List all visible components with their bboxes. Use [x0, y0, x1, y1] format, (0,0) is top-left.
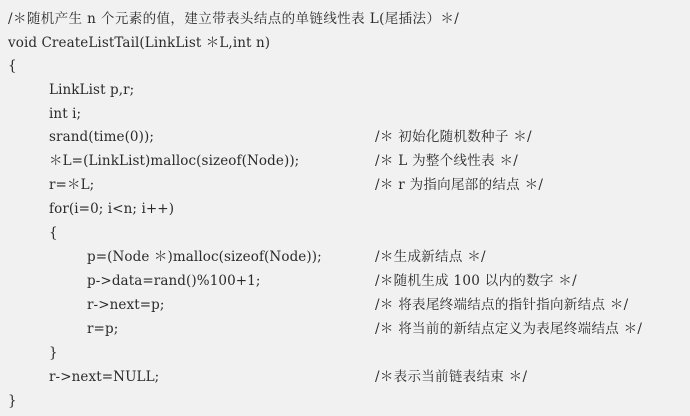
code-line-16: [0, 366, 690, 388]
header-comment: /＊随机产生 n 个元素的值，建立带表头结点的单链线性表 L(尾插法）＊/: [8, 11, 460, 27]
code-line-3: [0, 55, 690, 77]
code-line-4: [0, 79, 690, 101]
malloc-list-statement: ＊L=(LinkList)malloc(sizeof(Node));: [49, 153, 300, 169]
declaration-pointers: LinkList p,r;: [49, 82, 135, 98]
declaration-counter: int i;: [49, 106, 82, 122]
code-line-6: [0, 126, 690, 148]
link-next-comment: /＊ 将表尾终端结点的指针指向新结点 ＊/: [375, 297, 629, 313]
for-loop-header: for(i=0; i<n; i++): [49, 201, 175, 217]
link-next-statement: r->next=p;: [87, 297, 165, 313]
code-line-9: [0, 198, 690, 220]
assign-tail-statement: r=＊L;: [49, 177, 95, 193]
code-line-2: [0, 32, 690, 54]
code-line-1: [0, 8, 690, 30]
terminate-list-statement: r->next=NULL;: [49, 369, 160, 385]
loop-open-brace: {: [49, 225, 58, 241]
code-line-14: [0, 318, 690, 340]
random-data-comment: /＊随机生成 100 以内的数字 ＊/: [375, 273, 577, 289]
code-line-10: [0, 222, 690, 244]
code-line-5: [0, 103, 690, 125]
code-line-8: [0, 174, 690, 196]
open-brace: {: [8, 58, 17, 74]
malloc-node-statement: p=(Node ＊)malloc(sizeof(Node));: [87, 249, 322, 265]
function-signature: void CreateListTail(LinkList ＊L,int n): [8, 35, 271, 51]
assign-tail-comment: /＊ r 为指向尾部的结点 ＊/: [375, 177, 544, 193]
move-tail-statement: r=p;: [87, 321, 119, 337]
srand-comment: /＊ 初始化随机数种子 ＊/: [375, 129, 532, 145]
code-line-17: [0, 390, 690, 412]
random-data-statement: p->data=rand()%100+1;: [87, 273, 261, 289]
srand-statement: srand(time(0));: [49, 129, 155, 145]
move-tail-comment: /＊ 将当前的新结点定义为表尾终端结点 ＊/: [375, 321, 643, 337]
terminate-list-comment: /＊表示当前链表结束 ＊/: [375, 369, 528, 385]
code-line-11: [0, 246, 690, 268]
code-line-13: [0, 294, 690, 316]
malloc-node-comment: /＊生成新结点 ＊/: [375, 249, 486, 265]
code-line-7: [0, 150, 690, 172]
malloc-list-comment: /＊ L 为整个线性表 ＊/: [375, 153, 519, 169]
code-line-12: [0, 270, 690, 292]
close-brace: }: [8, 393, 17, 409]
loop-close-brace: }: [49, 345, 58, 361]
code-line-15: [0, 342, 690, 364]
